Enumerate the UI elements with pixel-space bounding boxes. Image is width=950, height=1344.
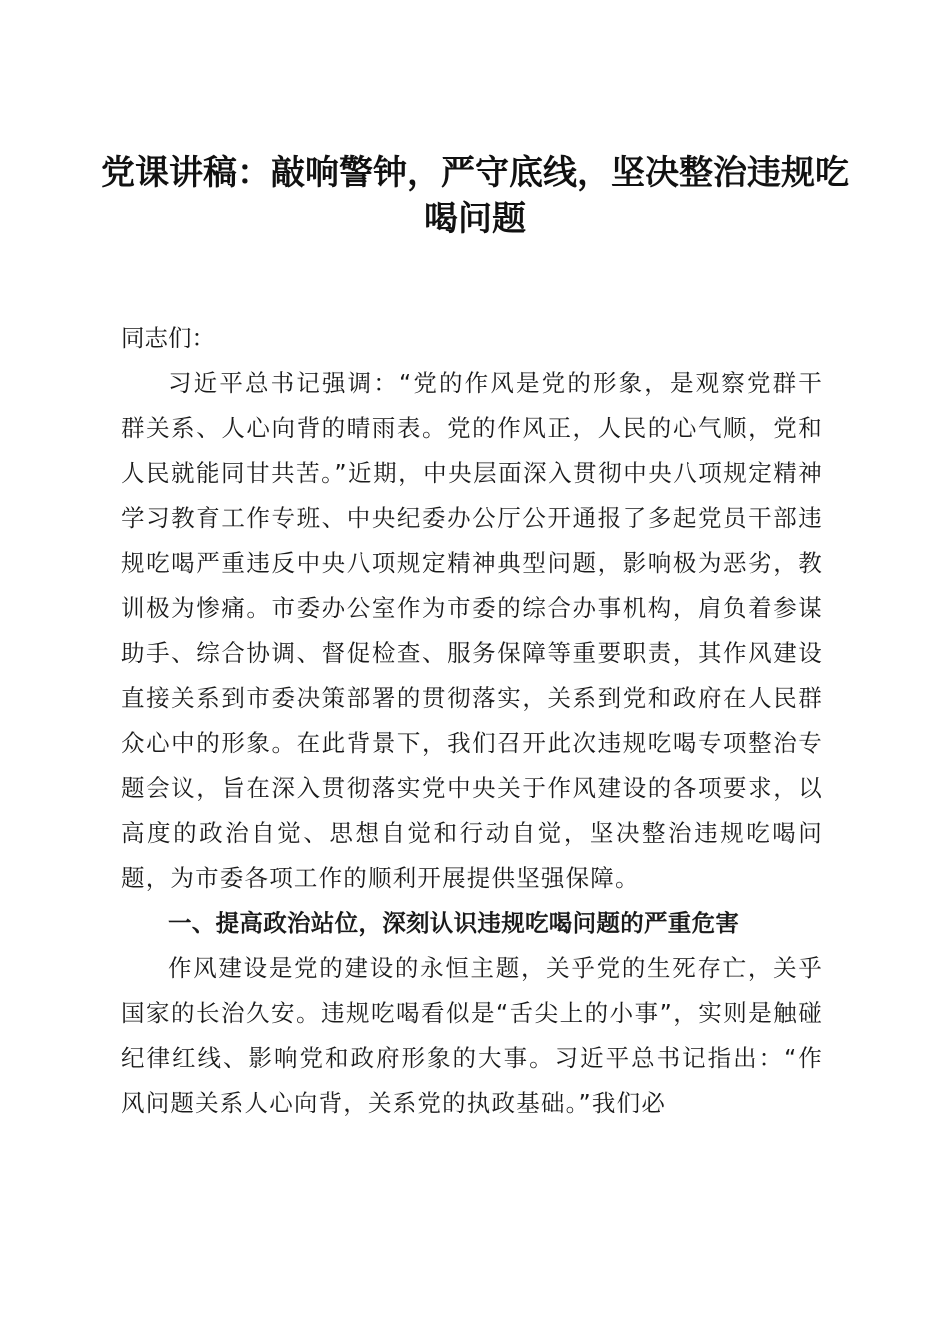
document-title: 党课讲稿：敲响警钟，严守底线，坚决整治违规吃喝问题 bbox=[101, 153, 849, 239]
document-body bbox=[121, 316, 823, 1126]
salutation: 同志们： bbox=[121, 324, 215, 352]
paragraph-section-1: 作风建设是党的建设的永恒主题，关乎党的生死存亡，关乎国家的长治久安。违规吃喝看似是“舌尖上的小事”，实则是触碰纪律红线、影响党和政府形象的大事。习近平总书记指出：“作风问题关系人心向背，关系党的执政基础。”我们必 bbox=[121, 954, 823, 1117]
paragraph-intro: 习近平总书记强调：“党的作风是党的形象，是观察党群干群关系、人心向背的晴雨表。党的作风正，人民的心气顺，党和人民就能同甘共苦。”近期，中央层面深入贯彻中央八项规定精神学习教育工作专班、中央纪委办公厅公开通报了多起党员干部违规吃喝严重违反中央八项规定精神典型问题，影响极为恶劣，教训极为惨痛。市委办公室作为市委的综合办事机构，肩负着参谋助手、综合协调、督促检查、服务保障等重要职责，其作风建设直接关系到市委决策部署的贯彻落实，关系到党和政府在人民群众心中的形象。在此背景下，我们召开此次违规吃喝专项整治专题会议，旨在深入贯彻落实党中央关于作风建设的各项要求，以高度的政治自觉、思想自觉和行动自觉，坚决整治违规吃喝问题，为市委各项工作的顺利开展提供坚强保障。 bbox=[121, 369, 823, 892]
section-heading-1: 一、提高政治站位，深刻认识违规吃喝问题的严重危害 bbox=[168, 909, 740, 937]
